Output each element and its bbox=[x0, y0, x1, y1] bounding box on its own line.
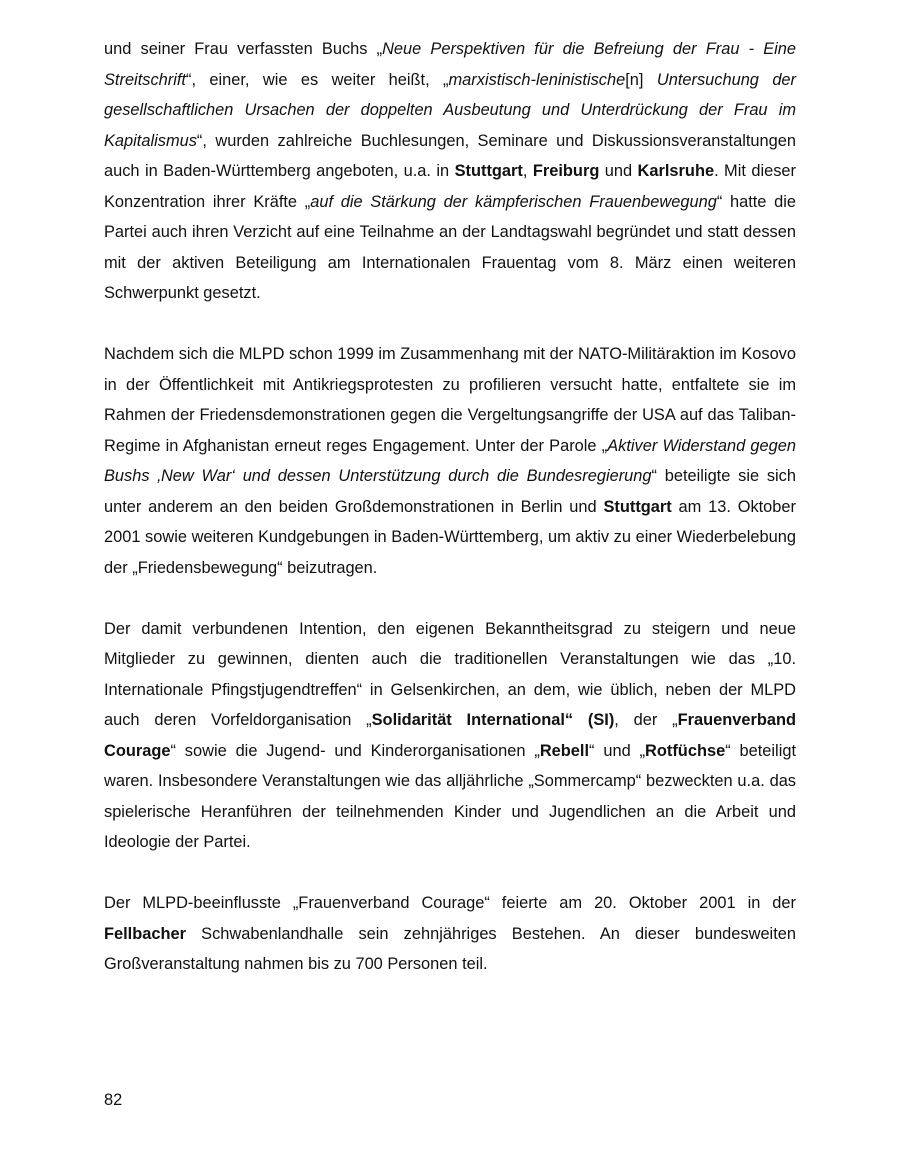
paragraph-2-text: “ beteiligte sie sich unter anderem an den beiden Großdemonstrationen in Berlin und bbox=[104, 467, 796, 516]
paragraph-3-text: , der „ bbox=[614, 711, 678, 729]
quote-italic: auf die Stärkung der kämpferischen Frauenbewegung bbox=[310, 192, 717, 211]
page-number: 82 bbox=[104, 1091, 123, 1109]
paragraph-1-text: [n] bbox=[625, 70, 657, 89]
paragraph-3-text: “ sowie die Jugend- und Kinderorganisationen „ bbox=[170, 741, 540, 760]
paragraph-3-text: Der damit verbundenen Intention, den eigenen Bekanntheitsgrad zu steigern und neue Mitglieder zu gewinnen, dienten auch die traditionellen Veranstaltungen wie das „10. Internationale Pfingstjugendtreffen“ in Gelsenkirchen, an dem, wie üblich, neben der MLPD auch deren Vorfeldorganisation „ bbox=[104, 619, 796, 729]
org-bold-si: Solidarität International“ (SI) bbox=[371, 711, 615, 729]
paragraph-2-text: am 13. Oktober 2001 sowie weiteren Kundgebungen in Baden-Württemberg, um aktiv zu einer Wiederbelebung der „Friedensbewegung“ beizutragen. bbox=[104, 497, 796, 577]
org-bold-rebell: Rebell bbox=[539, 741, 590, 760]
paragraph-3-text: “ und „ bbox=[589, 741, 646, 760]
place-bold-stuttgart: Stuttgart bbox=[603, 497, 672, 516]
paragraph-4-text: Der MLPD-beeinflusste „Frauenverband Courage“ feierte am 20. Oktober 2001 in der bbox=[104, 894, 796, 912]
place-bold-karlsruhe: Karlsruhe bbox=[637, 162, 715, 180]
paragraph-1-text: “ hatte die Partei auch ihren Verzicht auf eine Teilnahme an der Landtagswahl begründet und statt dessen mit der aktiven Beteiligung am Internationalen Frauentag vom 8. März einen weiteren Schwerpunkt gesetzt. bbox=[104, 192, 796, 302]
org-bold-rotfuechse: Rotfüchse bbox=[645, 741, 726, 760]
paragraph-1-text: und seiner Frau verfassten Buchs „ bbox=[104, 40, 383, 58]
paragraph-1-text: , bbox=[522, 162, 533, 180]
paragraph-3-text: “ beteiligt waren. Insbesondere Veranstaltungen wie das alljährliche „Sommercamp“ bezweckten u.a. das spielerische Heranführen der teilnehmenden Kinder und Jugendlichen an die Arbeit und Ideologie der Partei. bbox=[104, 741, 797, 851]
org-bold-courage: Frauenverband Courage bbox=[104, 711, 796, 760]
paragraph-1-text: und bbox=[599, 162, 638, 180]
document-page bbox=[104, 34, 796, 980]
place-bold-stuttgart: Stuttgart bbox=[454, 162, 523, 180]
paragraph-1 bbox=[104, 34, 796, 309]
quote-italic: marxistisch-leninistische bbox=[448, 70, 626, 89]
paragraph-4-text: Schwabenlandhalle sein zehnjähriges Bestehen. An dieser bundesweiten Großveranstaltung nahmen bis zu 700 Personen teil. bbox=[104, 924, 796, 973]
slogan-italic: Aktiver Widerstand gegen Bushs ‚New War‘ und dessen Unterstützung durch die Bundesregierung bbox=[104, 436, 796, 485]
place-bold-fellbacher: Fellbacher bbox=[104, 924, 186, 943]
place-bold-freiburg: Freiburg bbox=[532, 162, 600, 180]
quote-italic: Untersuchung der gesellschaftlichen Ursachen der doppelten Ausbeutung und Unterdrückung der Frau im Kapitalismus bbox=[104, 70, 797, 150]
paragraph-3 bbox=[104, 614, 796, 858]
book-title-italic: Neue Perspektiven für die Befreiung der Frau - Eine Streitschrift bbox=[104, 40, 796, 89]
paragraph-1-text: “, einer, wie es weiter heißt, „ bbox=[185, 70, 449, 89]
paragraph-1-text: “, wurden zahlreiche Buchlesungen, Seminare und Diskussionsveranstaltungen auch in Baden-Württemberg angeboten, u.a. in bbox=[104, 131, 796, 180]
paragraph-4 bbox=[104, 888, 796, 980]
paragraph-1-text: . Mit dieser Konzentration ihrer Kräfte „ bbox=[104, 162, 796, 211]
paragraph-2 bbox=[104, 339, 796, 583]
paragraph-2-text: Nachdem sich die MLPD schon 1999 im Zusammenhang mit der NATO-Militäraktion im Kosovo in der Öffentlichkeit mit Antikriegsprotesten zu profilieren versucht hatte, entfaltete sie im Rahmen der Friedensdemonstrationen gegen die Vergeltungsangriffe der USA auf das Taliban-Regime in Afghanistan erneut reges Engagement. Unter der Parole „ bbox=[104, 345, 796, 455]
